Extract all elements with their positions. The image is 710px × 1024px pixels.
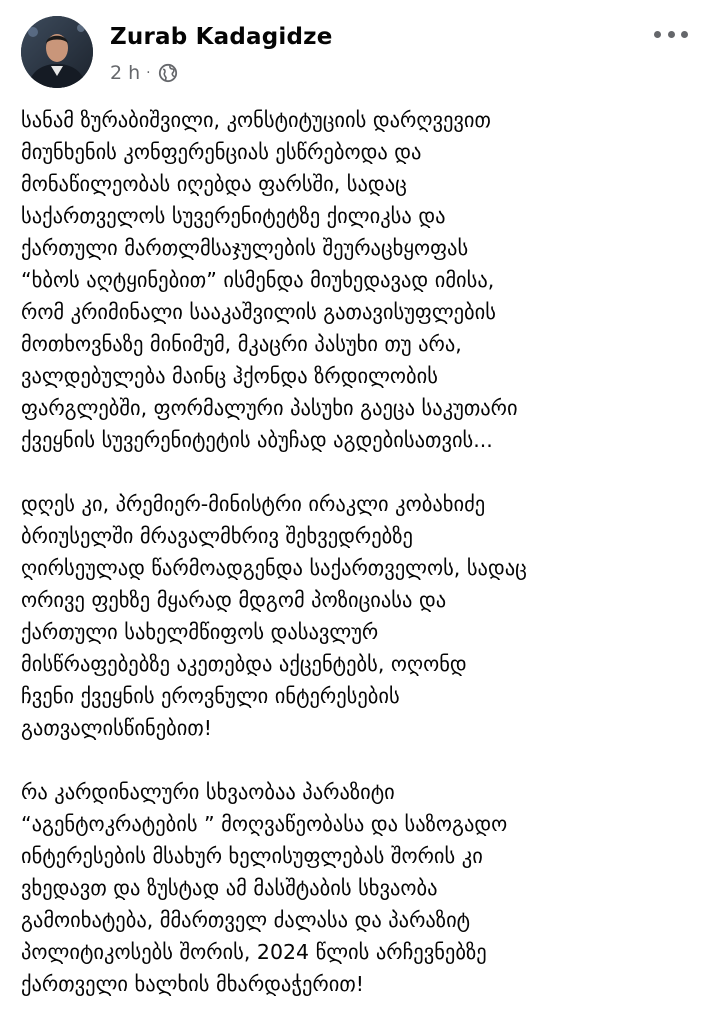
paragraph-1 — [21, 104, 693, 456]
globe-icon[interactable] — [158, 63, 178, 83]
paragraph-gap — [21, 456, 693, 488]
avatar[interactable] — [21, 16, 93, 88]
text-line: მოთხოვნაზე მინიმუმ, მკაცრი პასუხი თუ არა, — [21, 332, 462, 356]
text-line: პოლიტიკოსებს შორის, 2024 წლის არჩევნებზე — [21, 940, 487, 964]
paragraph-3 — [21, 776, 693, 1000]
paragraph-gap — [21, 744, 693, 776]
text-line: ქართული სახელმწიფოს დასავლურ — [21, 620, 379, 644]
post-header — [0, 0, 710, 100]
text-line: “ხბოს აღტყინებით” ისმენდა მიუხედავად იმისა, — [21, 268, 495, 292]
post-text — [21, 104, 693, 1000]
text-line: საქართველოს სუვერენიტეტზე ქილიკსა და — [21, 204, 446, 228]
text-line: ჩვენი ქვეყნის ეროვნული ინტერესების — [21, 684, 400, 708]
text-line: ქართული მართლმსაჯულების შეურაცხყოფას — [21, 236, 469, 260]
text-line: გათვალისწინებით! — [21, 716, 212, 740]
text-line: “აგენტოკრატების ” მოღვაწეობასა და საზოგადო — [21, 812, 508, 836]
meta-separator: · — [146, 65, 151, 81]
text-line: ბრიუსელში მრავალმხრივ შეხვედრებზე — [21, 524, 413, 548]
text-line: სანამ ზურაბიშვილი, კონსტიტუციის დარღვევით — [21, 108, 491, 132]
author-name[interactable]: Zurab Kadagidze — [110, 24, 333, 50]
text-line: ვხედავთ და ზუსტად ამ მასშტაბის სხვაობა — [21, 876, 438, 900]
more-options-icon[interactable] — [654, 24, 688, 44]
text-line: გამოიხატება, მმართველ ძალასა და პარაზიტ — [21, 908, 471, 932]
text-line: ქართველი ხალხის მხარდაჭერით! — [21, 972, 364, 996]
post-meta — [110, 60, 178, 86]
text-line: მიუნხენის კონფერენციას ესწრებოდა და — [21, 140, 422, 164]
post-time[interactable]: 2 h — [110, 62, 141, 84]
text-line: ქვეყნის სუვერენიტეტის აბუჩად აგდებისათვის... — [21, 428, 493, 452]
text-line: მისწრაფებებზე აკეთებდა აქცენტებს, ოღონდ — [21, 652, 467, 676]
text-line: რა კარდინალური სხვაობაა პარაზიტი — [21, 780, 395, 804]
text-line: რომ კრიმინალი სააკაშვილის გათავისუფლების — [21, 300, 496, 324]
text-line: ვალდებულება მაინც ჰქონდა ზრდილობის — [21, 364, 438, 388]
avatar-photo — [21, 16, 93, 88]
paragraph-2 — [21, 488, 693, 744]
text-line: ორივე ფეხზე მყარად მდგომ პოზიციასა და — [21, 588, 447, 612]
text-line: დღეს კი, პრემიერ-მინისტრი ირაკლი კობახიძე — [21, 492, 486, 516]
text-line: ღირსეულად წარმოადგენდა საქართველოს, სადაც — [21, 556, 527, 580]
text-line: ფარგლებში, ფორმალური პასუხი გაეცა საკუთარი — [21, 396, 518, 420]
text-line: ინტერესების მსახურ ხელისუფლებას შორის კი — [21, 844, 483, 868]
text-line: მონაწილეობას იღებდა ფარსში, სადაც — [21, 172, 407, 196]
